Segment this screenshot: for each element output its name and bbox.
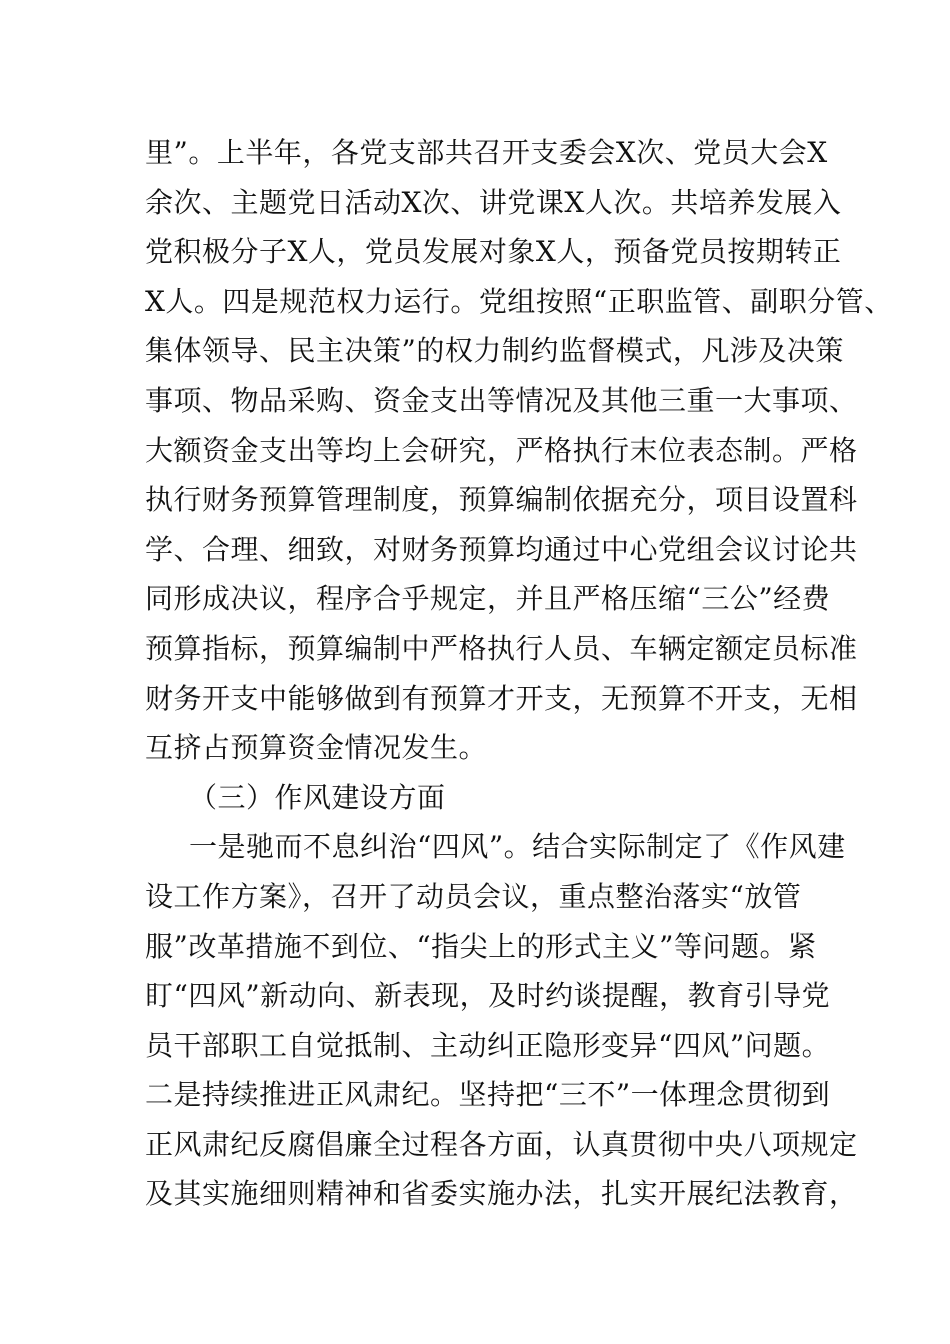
text-line: 正风肃纪反腐倡廉全过程各方面，认真贯彻中央八项规定 <box>145 1127 858 1161</box>
text-line: X人。四是规范权力运行。党组按照“正职监管、副职分管、 <box>145 284 893 318</box>
text-line: 余次、主题党日活动X次、讲党课X人次。共培养发展入 <box>145 185 842 219</box>
text-line: 集体领导、民主决策”的权力制约监督模式，凡涉及决策 <box>145 334 844 368</box>
text-line: 员干部职工自觉抵制、主动纠正隐形变异“四风”问题。 <box>145 1028 831 1062</box>
body-text <box>145 128 893 1219</box>
text-line: 同形成决议，程序合乎规定，并且严格压缩“三公”经费 <box>145 582 831 616</box>
text-line: 预算指标，预算编制中严格执行人员、车辆定额定员标准 <box>145 631 858 665</box>
paragraph-first-line: 一是驰而不息纠治“四风”。结合实际制定了《作风建 <box>189 830 846 864</box>
text-line: 互挤占预算资金情况发生。 <box>145 731 488 765</box>
section-heading: （三）作风建设方面 <box>189 780 446 814</box>
text-line: 里”。上半年，各党支部共召开支委会X次、党员大会X <box>145 136 828 169</box>
text-line: 学、合理、细致，对财务预算均通过中心党组会议讨论共 <box>145 532 858 566</box>
text-line: 盯“四风”新动向、新表现，及时约谈提醒，教育引导党 <box>145 979 831 1013</box>
text-line: 党积极分子X人，党员发展对象X人，预备党员按期转正 <box>145 235 842 269</box>
text-line: 二是持续推进正风肃纪。坚持把“三不”一体理念贯彻到 <box>145 1078 831 1112</box>
text-line: 大额资金支出等均上会研究，严格执行末位表态制。严格 <box>145 433 858 467</box>
text-line: 财务开支中能够做到有预算才开支，无预算不开支，无相 <box>145 681 858 715</box>
text-line: 事项、物品采购、资金支出等情况及其他三重一大事项、 <box>145 383 858 417</box>
text-line: 服”改革措施不到位、“指尖上的形式主义”等问题。紧 <box>145 929 817 963</box>
text-line: 执行财务预算管理制度，预算编制依据充分，项目设置科 <box>145 483 858 517</box>
text-line: 及其实施细则精神和省委实施办法，扎实开展纪法教育， <box>145 1177 858 1211</box>
text-line: 设工作方案》，召开了动员会议，重点整治落实“放管 <box>145 879 802 913</box>
